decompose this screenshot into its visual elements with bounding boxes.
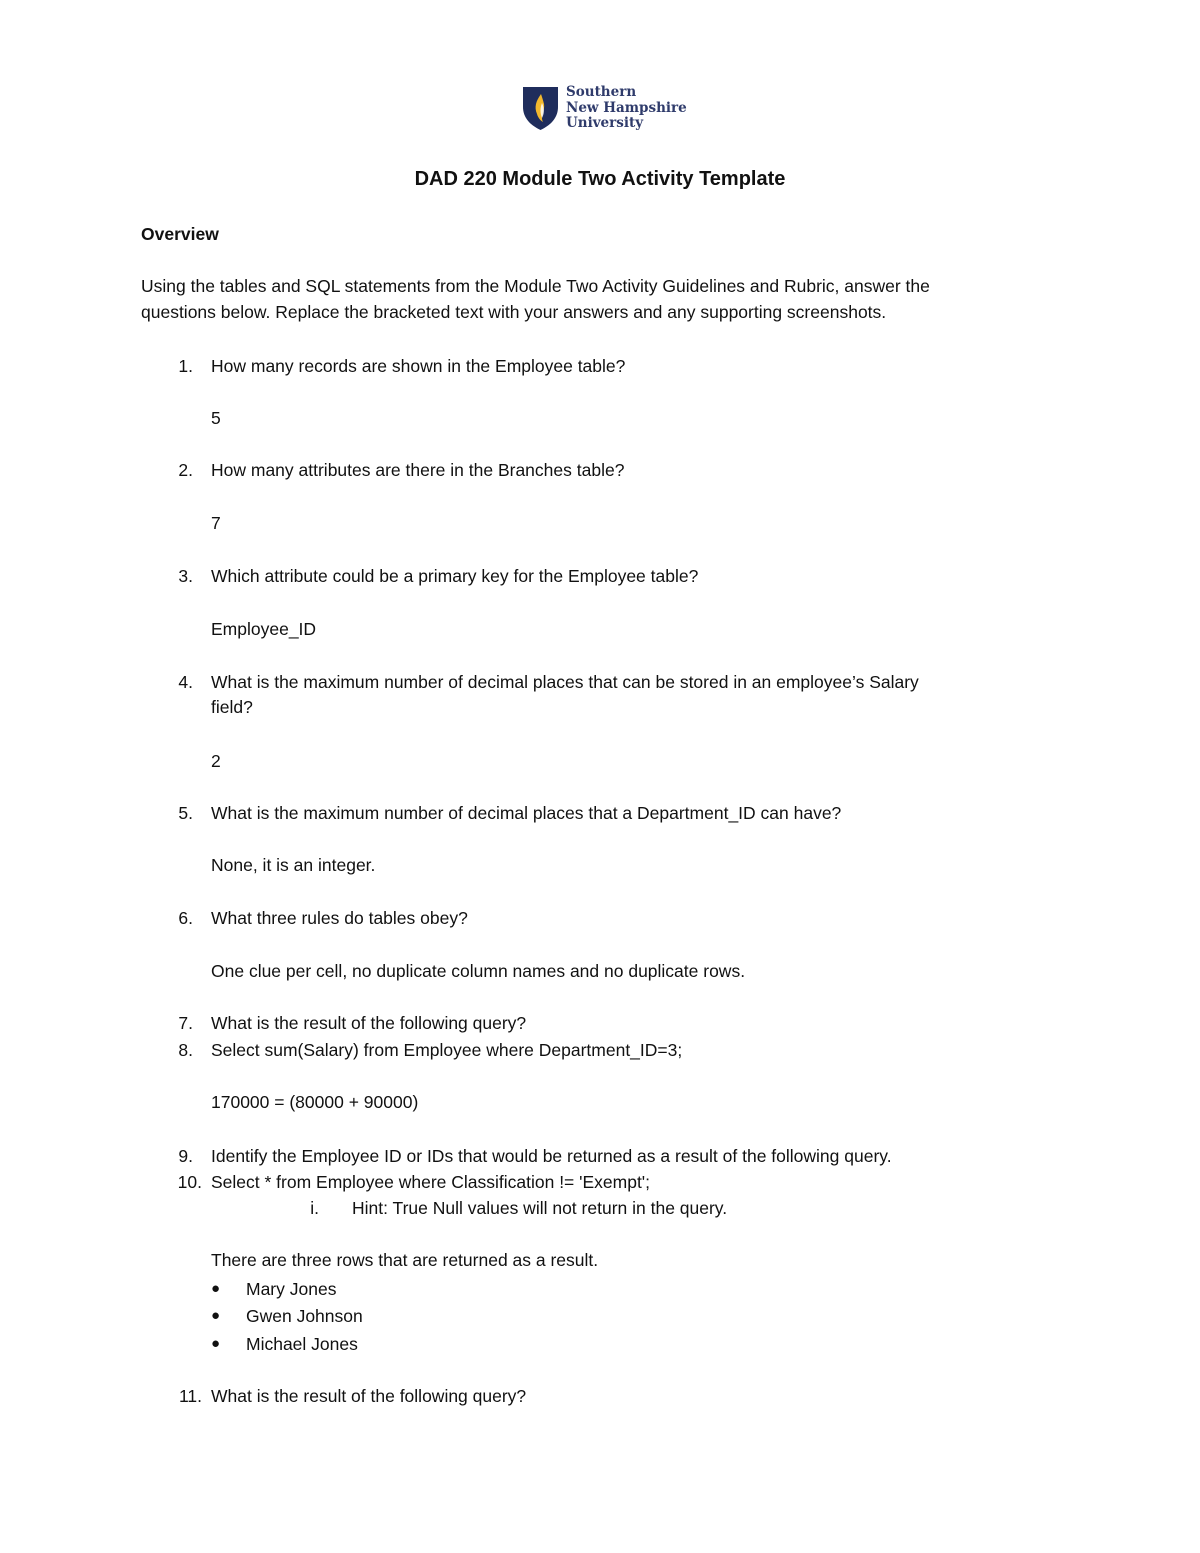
bullet-icon: ● — [211, 1280, 221, 1297]
question-text: What is the result of the following query? — [211, 1013, 527, 1033]
question-text: How many attributes are there in the Branches table? — [211, 460, 625, 480]
answer-text: None, it is an integer. — [211, 855, 376, 875]
question-text: Which attribute could be a primary key for the Employee table? — [211, 566, 699, 586]
question-number: 11. — [178, 1386, 202, 1406]
question-text: What is the result of the following query? — [211, 1386, 527, 1406]
question-number: 1. — [178, 356, 193, 376]
logo-line-1: Southern — [566, 84, 637, 100]
list-item: Mary Jones — [246, 1279, 337, 1299]
question-number: 10. — [177, 1172, 202, 1192]
bullet-icon: ● — [211, 1335, 221, 1352]
hint-number: i. — [310, 1198, 319, 1218]
answer-text: There are three rows that are returned as a result. — [211, 1250, 599, 1270]
question-number: 9. — [178, 1146, 193, 1166]
answer-text: 170000 = (80000 + 90000) — [211, 1092, 419, 1112]
question-number: 7. — [178, 1013, 193, 1033]
list-item: Gwen Johnson — [246, 1306, 363, 1326]
list-item: Michael Jones — [246, 1334, 358, 1354]
question-text: How many records are shown in the Employee table? — [211, 356, 626, 376]
logo-line-3: University — [566, 115, 644, 131]
question-text: Select * from Employee where Classification != 'Exempt'; — [211, 1172, 651, 1192]
logo-line-2: New Hampshire — [566, 99, 687, 116]
logo-wordmark — [566, 85, 687, 132]
hint-text: Hint: True Null values will not return in the query. — [352, 1198, 728, 1218]
answer-text: 2 — [211, 751, 221, 771]
bullet-icon: ● — [211, 1307, 221, 1324]
overview-heading: Overview — [141, 224, 219, 244]
answer-text: Employee_ID — [211, 619, 317, 639]
page-title: DAD 220 Module Two Activity Template — [414, 168, 786, 190]
question-text-line-2: field? — [211, 697, 253, 717]
overview-text-line-2: questions below. Replace the bracketed text with your answers and any supporting screenshots. — [141, 302, 887, 322]
answer-text: One clue per cell, no duplicate column names and no duplicate rows. — [211, 961, 746, 981]
question-text: Identify the Employee ID or IDs that would be returned as a result of the following query. — [211, 1146, 892, 1166]
answer-text: 7 — [211, 513, 221, 533]
answer-text: 5 — [211, 408, 221, 428]
question-number: 2. — [178, 460, 193, 480]
question-number: 4. — [178, 672, 193, 692]
overview-text-line-1: Using the tables and SQL statements from the Module Two Activity Guidelines and Rubric, answer the — [141, 276, 930, 296]
question-text: What is the maximum number of decimal places that a Department_ID can have? — [211, 803, 842, 823]
question-number: 8. — [178, 1040, 193, 1060]
question-text: What three rules do tables obey? — [211, 908, 468, 928]
question-text: Select sum(Salary) from Employee where Department_ID=3; — [211, 1040, 683, 1060]
question-number: 6. — [178, 908, 193, 928]
question-number: 5. — [178, 803, 193, 823]
university-logo — [521, 85, 691, 133]
question-text-line-1: What is the maximum number of decimal places that can be stored in an employee’s Salary — [211, 672, 919, 692]
question-number: 3. — [178, 566, 193, 586]
shield-flame-icon — [521, 85, 561, 131]
